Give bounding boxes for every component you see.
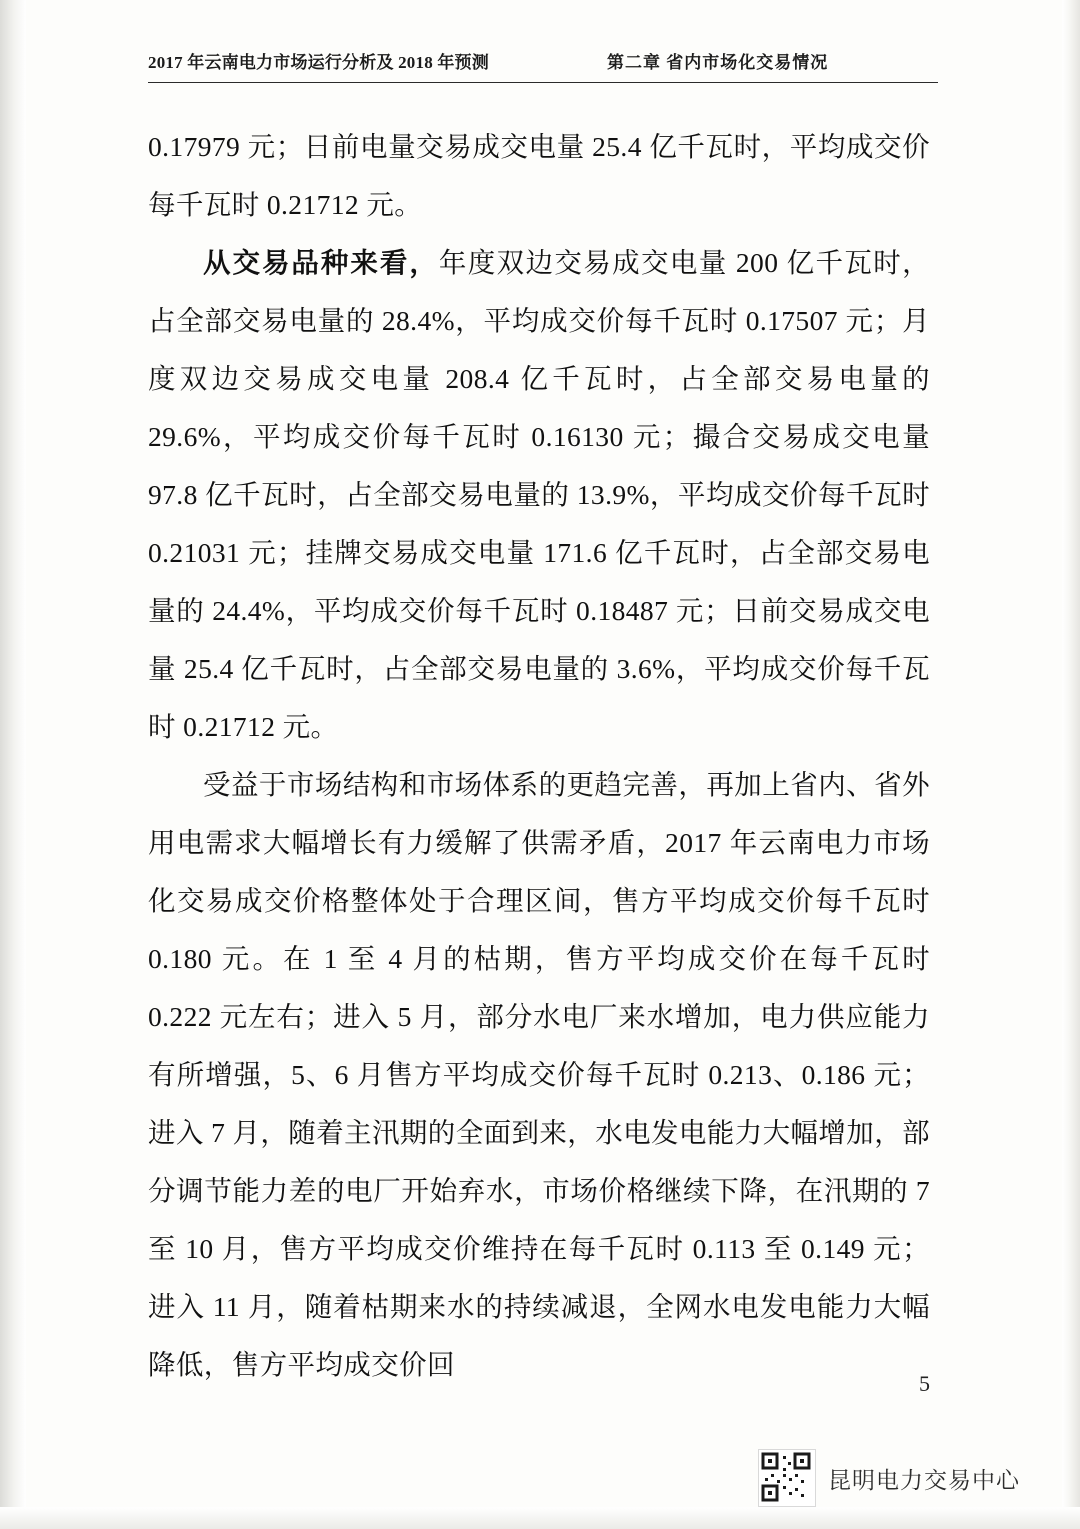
paragraph-trade-variety [148, 234, 930, 756]
scan-edge-left [0, 0, 26, 1529]
scan-edge-right [1062, 0, 1080, 1529]
paragraph-price-trend-text: 受益于市场结构和市场体系的更趋完善，再加上省内、省外用电需求大幅增长有力缓解了供需矛盾，2017 年云南电力市场化交易成交价格整体处于合理区间，售方平均成交价每千瓦时 0.180 元。在 1 至 4 月的枯期，售方平均成交价在每千瓦时 0.222 元左右；进入 5 月，部分水电厂来水增加，电力供应能力有所增强，5、6 月售方平均成交价每千瓦时 0.213、0.186 元；进入 7 月，随着主汛期的全面到来，水电发电能力大幅增加，部分调节能力差的电厂开始弃水，市场价格继续下降，在汛期的 7 至 10 月，售方平均成交价维持在每千瓦时 0.113 至 0.149 元；进入 11 月，随着枯期来水的持续减退，全网水电发电能力大幅降低，售方平均成交价回 [148, 769, 930, 1380]
paragraph-trade-variety-lead: 从交易品种来看， [203, 247, 439, 278]
publisher-stamp [758, 1449, 1020, 1507]
page-body [148, 118, 930, 1394]
paragraph-trade-variety-text: 年度双边交易成交电量 200 亿千瓦时，占全部交易电量的 28.4%，平均成交价每千瓦时 0.17507 元；月度双边交易成交电量 208.4 亿千瓦时，占全部交易电量的 29.6%，平均成交价每千瓦时 0.16130 元；撮合交易成交电量 97.8 亿千瓦时，占全部交易电量的 13.9%，平均成交价每千瓦时 0.21031 元；挂牌交易成交电量 171.6 亿千瓦时，占全部交易电量的 24.4%，平均成交价每千瓦时 0.18487 元；日前交易成交电量 25.4 亿千瓦时，占全部交易电量的 3.6%，平均成交价每千瓦时 0.21712 元。 [148, 247, 931, 742]
scan-edge-bottom [0, 1507, 1080, 1529]
running-head-left-title: 2017 年云南电力市场运行分析及 2018 年预测 [148, 53, 489, 72]
header-divider [148, 82, 938, 83]
page-number: 5 [919, 1371, 930, 1396]
running-head-right-title: 第二章 省内市场化交易情况 [606, 53, 829, 72]
paragraph-continuation-text: 0.17979 元；日前电量交易成交电量 25.4 亿千瓦时，平均成交价每千瓦时 0.21712 元。 [148, 131, 930, 220]
paragraph-price-trend [148, 756, 930, 1394]
paragraph-continuation [148, 118, 930, 234]
qr-code-icon [758, 1449, 816, 1507]
running-head [148, 48, 938, 90]
publisher-name: 昆明电力交易中心 [828, 1466, 1020, 1493]
